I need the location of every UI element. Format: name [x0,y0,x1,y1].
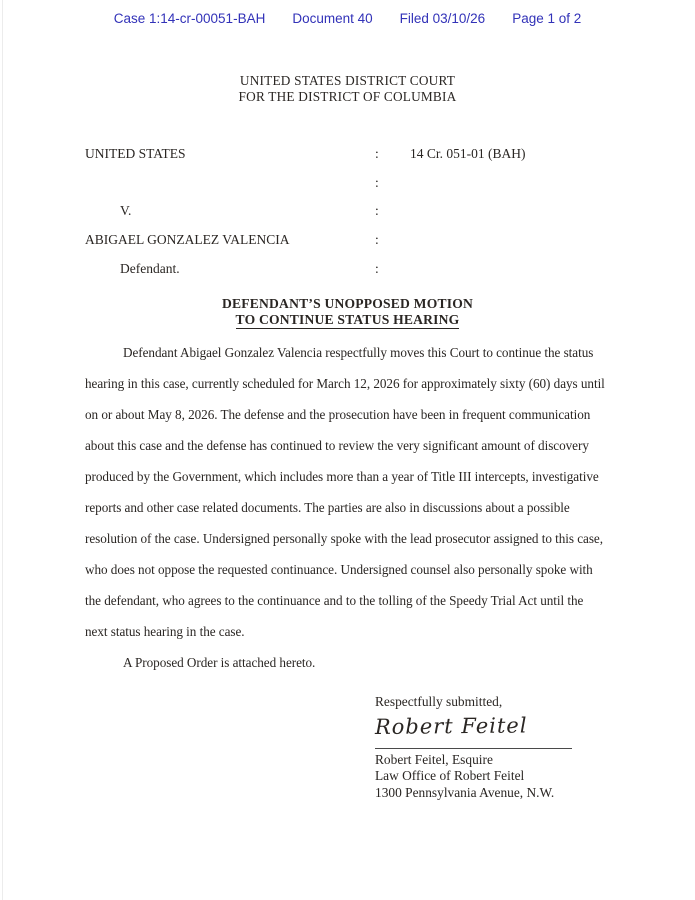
body-line: hearing in this case, currently scheduled for March 12, 2026 for approximately sixty (60) days until [85,376,605,391]
body-line: who does not oppose the requested continuance. Undersigned counsel also personally spoke with [85,562,593,577]
body-line: the defendant, who agrees to the continuance and to the tolling of the Speedy Trial Act until the [85,593,584,608]
law-firm: Law Office of Robert Feitel [375,768,525,784]
body-line: on or about May 8, 2026. The defense and the prosecution have been in frequent communication [85,407,591,422]
caption-row [85,232,625,261]
case-caption [85,146,625,289]
respectfully-submitted: Respectfully submitted, [375,694,503,709]
motion-title-line1: DEFENDANT’S UNOPPOSED MOTION [221,296,474,311]
caption-separator: : [375,232,379,248]
caption-versus: V. [120,203,132,219]
motion-title [0,296,695,329]
signature-block [375,694,635,801]
caption-row [85,261,625,290]
motion-title-line2-text: TO CONTINUE STATUS HEARING [236,312,460,329]
court-name [0,73,695,105]
caption-plaintiff: UNITED STATES [85,146,186,161]
stamp-document-number: Document 40 [292,11,373,26]
caption-defendant-label: Defendant. [120,260,180,276]
caption-separator: : [375,203,379,219]
motion-title-line2 [0,312,695,329]
body-line: next status hearing in the case. [85,624,245,639]
caption-case-number: 14 Cr. 051-01 (BAH) [410,146,526,161]
court-name-line2: FOR THE DISTRICT OF COLUMBIA [238,88,457,104]
caption-defendant-name: ABIGAEL GONZALEZ VALENCIA [85,232,290,248]
stamp-page-number: Page 1 of 2 [512,11,582,26]
firm-address: 1300 Pennsylvania Avenue, N.W. [375,784,555,800]
caption-row [85,175,625,204]
body-line: reports and other case related documents. The parties are also in discussions about a possible [85,500,570,515]
body-line: about this case and the defense has continued to review the very significant amount of discovery [85,438,589,453]
stamp-filed-date: Filed 03/10/26 [399,11,486,26]
caption-row [85,146,625,175]
attorney-info [375,752,635,801]
caption-separator: : [375,174,379,190]
body-line: produced by the Government, which includes more than a year of Title III intercepts, investigative [85,469,599,484]
caption-separator: : [375,260,379,276]
stamp-case-number: Case 1:14-cr-00051-BAH [113,11,266,26]
handwritten-signature: Robert Feitel [374,713,528,739]
scan-edge-artifact [2,0,3,900]
ecf-header-stamp [0,11,695,26]
body-line: resolution of the case. Undersigned personally spoke with the lead prosecutor assigned to this case, [85,531,603,546]
court-name-line1: UNITED STATES DISTRICT COURT [239,73,456,88]
caption-separator: : [375,146,379,161]
closing-line: A Proposed Order is attached hereto. [123,655,316,670]
body-line: Defendant Abigael Gonzalez Valencia respectfully moves this Court to continue the status [123,345,594,360]
attorney-name: Robert Feitel, Esquire [375,752,493,767]
motion-body [85,337,625,678]
signature-line [375,748,572,749]
caption-row [85,203,625,232]
